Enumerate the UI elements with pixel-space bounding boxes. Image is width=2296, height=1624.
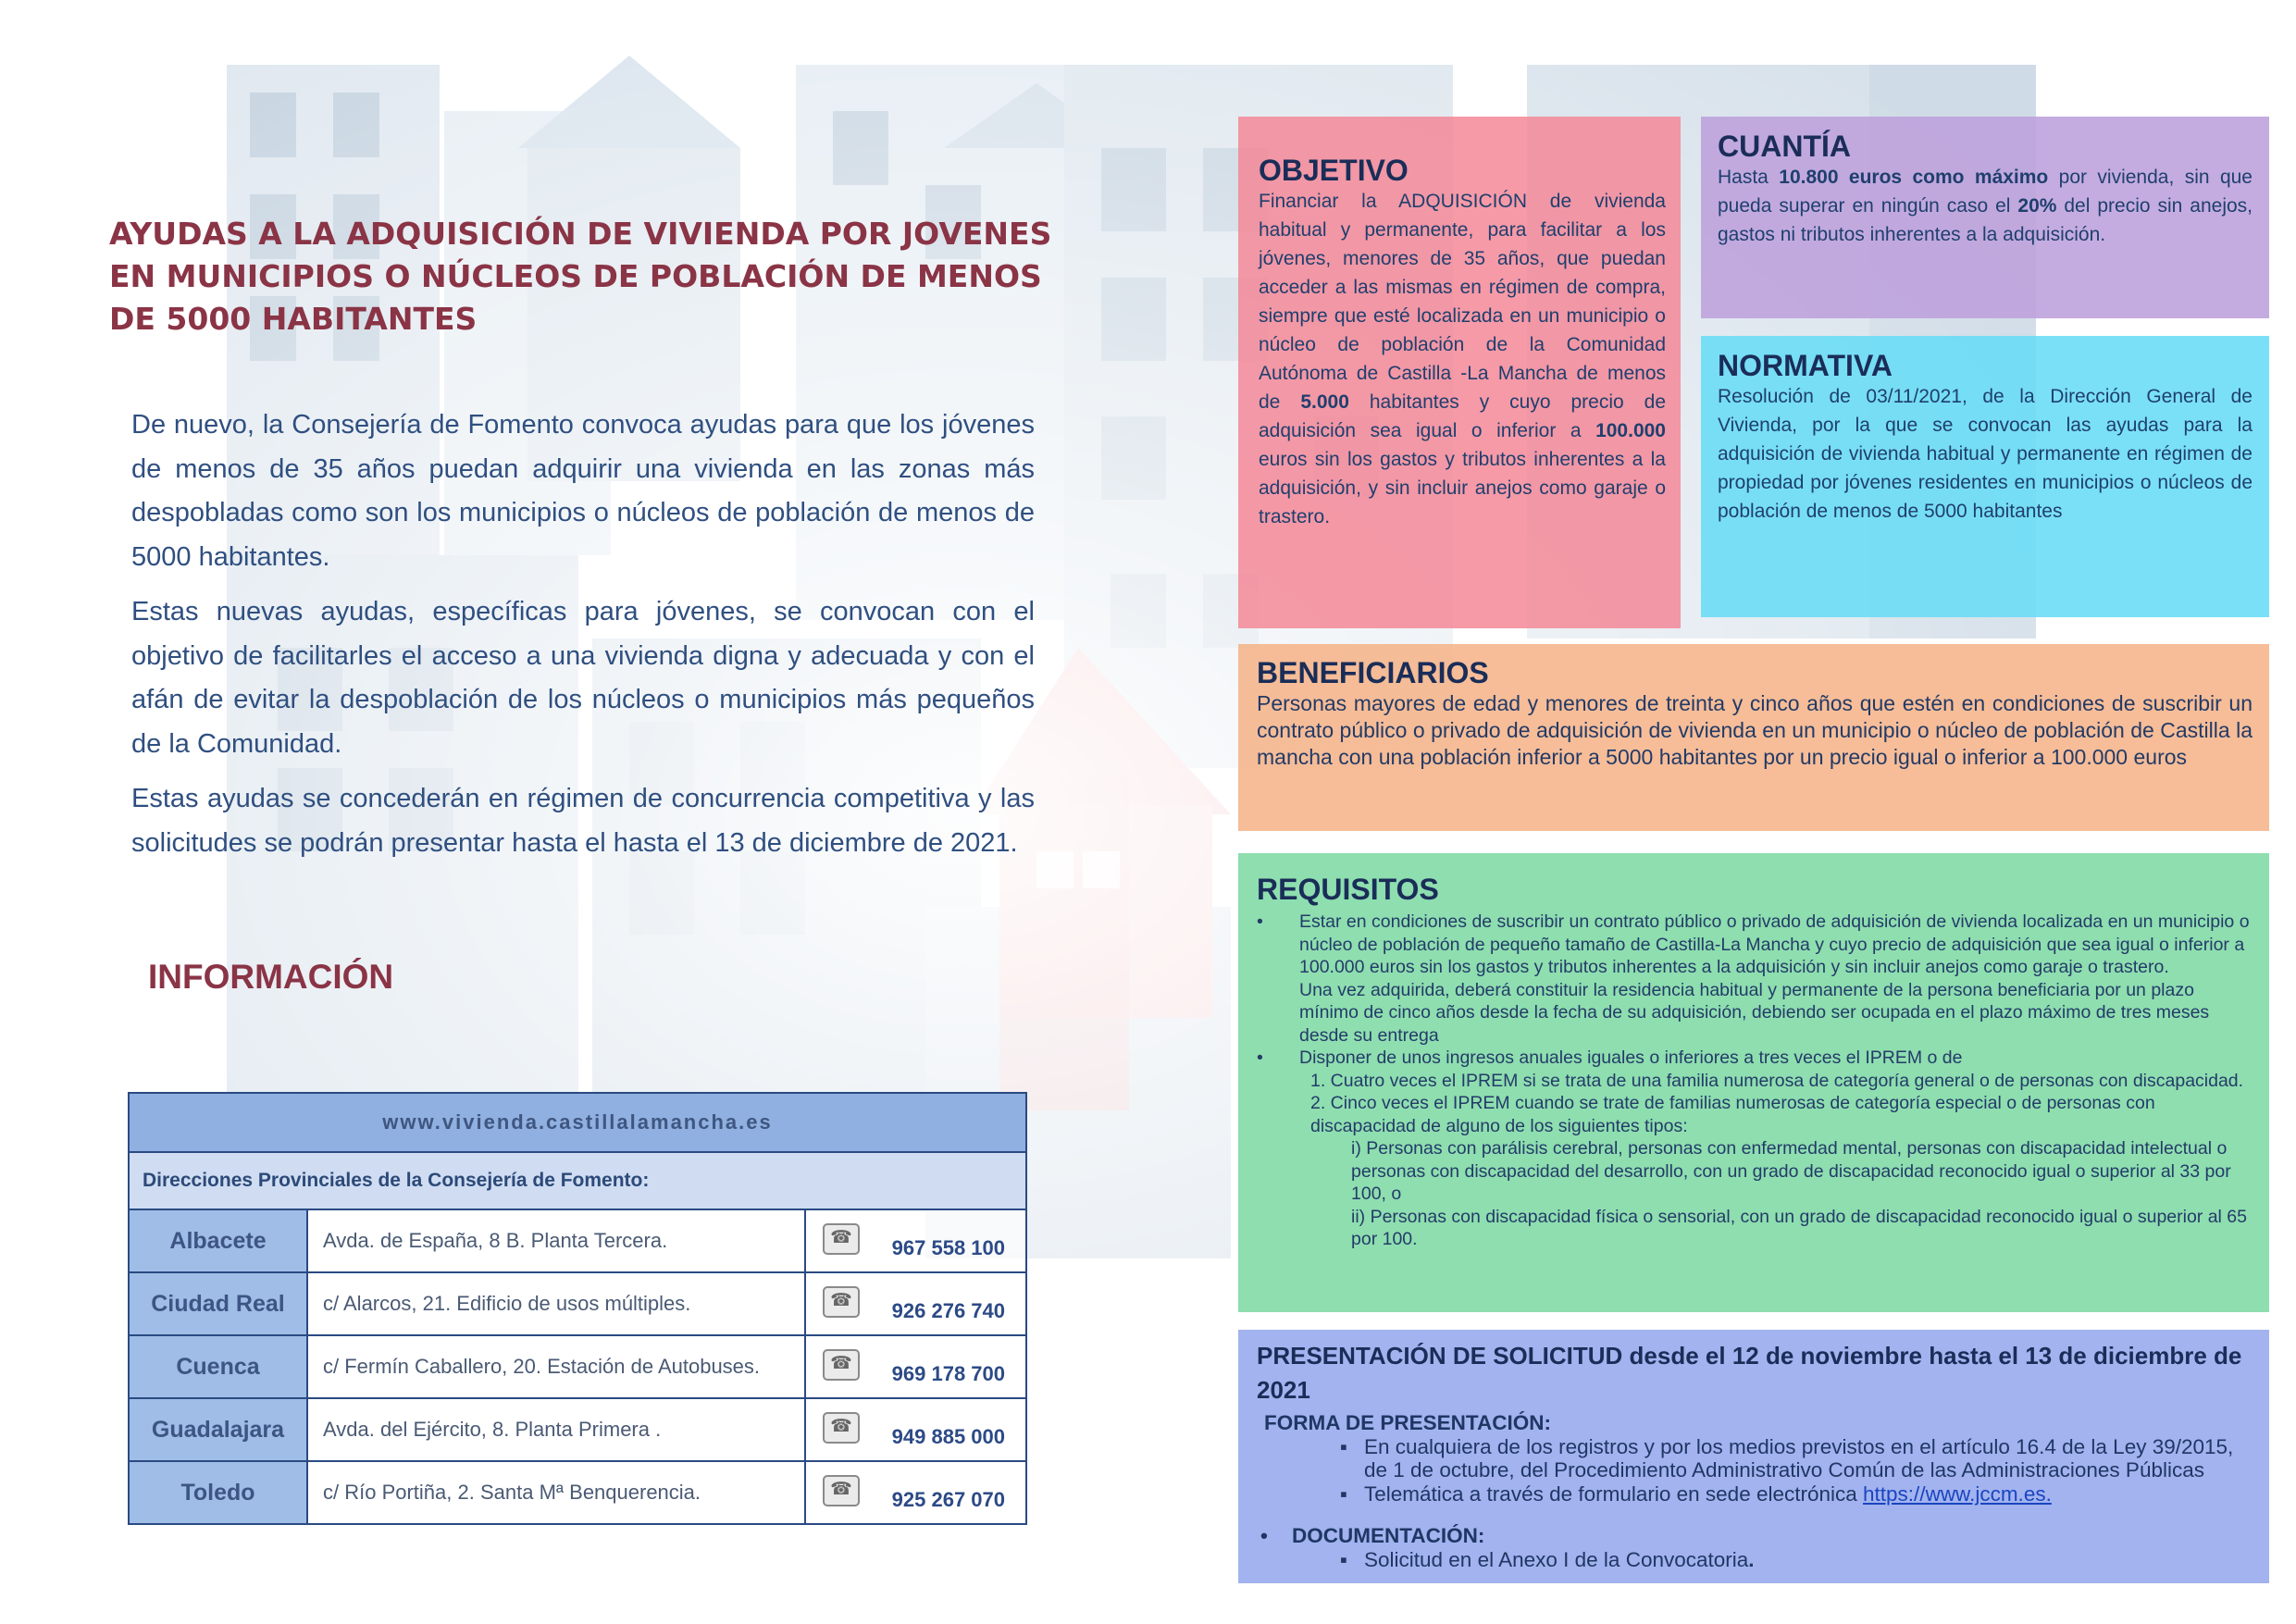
cuantia-text-part: Hasta bbox=[1718, 167, 1780, 188]
requisitos-list bbox=[1257, 911, 2251, 1251]
phone-number: 969 178 700 bbox=[891, 1362, 1005, 1385]
documentacion-text: Solicitud en el Anexo I de la Convocatoria bbox=[1364, 1547, 1749, 1571]
phone-cell bbox=[805, 1272, 1026, 1335]
normativa-panel bbox=[1701, 336, 2269, 617]
list-subitem: ii) Personas con discapacidad física o sensorial, con un grado de discapacidad reconocido igual o superior al 65 por 100. bbox=[1351, 1206, 2248, 1249]
directions-subtitle: Direcciones Provinciales de la Consejería de Fomento: bbox=[129, 1152, 1026, 1209]
province-address: c/ Alarcos, 21. Edificio de usos múltiples. bbox=[307, 1272, 805, 1335]
objetivo-text-part: euros sin los gastos y tributos inherentes a la adquisición, y sin incluir anejos como garaje o trastero. bbox=[1259, 449, 1666, 527]
cuantia-text-bold: 20% bbox=[2017, 195, 2057, 217]
objetivo-heading: OBJETIVO bbox=[1259, 154, 1409, 187]
presentacion-content bbox=[1257, 1411, 2251, 1571]
province-address: Avda. de España, 8 B. Planta Tercera. bbox=[307, 1209, 805, 1272]
website-link[interactable]: www.vivienda.castillalamancha.es bbox=[129, 1093, 1026, 1152]
list-item bbox=[1257, 1482, 2251, 1506]
beneficiarios-text: Personas mayores de edad y menores de treinta y cinco años que estén en condiciones de suscribir un contrato público o privado de adquisición de vivienda en un municipio o núcleo de población de Castilla la mancha con una población inferior a 5000 habitantes por un precio igual o inferior a 100.000 euros bbox=[1257, 691, 2253, 769]
phone-cell bbox=[805, 1398, 1026, 1461]
table-row bbox=[129, 1335, 1026, 1398]
objetivo-text bbox=[1259, 187, 1666, 531]
requisito-text: Una vez adquirida, deberá constituir la residencia habitual y permanente de la persona beneficiaria por un plazo mínimo de cinco años desde la fecha de su adquisición, debiendo ser ocupada en el plazo máximo de tres meses desde su entrega bbox=[1299, 979, 2210, 1046]
requisitos-panel bbox=[1238, 853, 2269, 1312]
intro-paragraph: Estas nuevas ayudas, específicas para jóvenes, se convocan con el objetivo de facilitarles el acceso a una vivienda digna y adecuada y con el afán de evitar la despoblación de los núcleos o municipios más pequeños de la Comunidad. bbox=[131, 597, 1035, 759]
directions-header-row bbox=[129, 1152, 1026, 1209]
telephone-icon: ☎ bbox=[823, 1286, 860, 1318]
phone-number: 925 267 070 bbox=[891, 1488, 1005, 1511]
contact-table bbox=[128, 1092, 1027, 1525]
cuantia-text-part: del precio sin anejos, gastos ni tributos inherentes a la adquisición. bbox=[1718, 195, 2253, 245]
list-subitem: 1. Cuatro veces el IPREM si se trata de una familia numerosa de categoría general o de personas con discapacidad. bbox=[1310, 1070, 2244, 1091]
page-title: AYUDAS A LA ADQUISICIÓN DE VIVIENDA POR JOVENES EN MUNICIPIOS O NÚCLEOS DE POBLACIÓN DE MENOS DE 5000 HABITANTES bbox=[109, 216, 1052, 337]
table-row bbox=[129, 1209, 1026, 1272]
province-name: Guadalajara bbox=[129, 1398, 307, 1461]
telephone-icon: ☎ bbox=[823, 1223, 860, 1255]
phone-number: 967 558 100 bbox=[891, 1236, 1005, 1259]
beneficiarios-panel bbox=[1238, 644, 2269, 831]
province-name: Ciudad Real bbox=[129, 1272, 307, 1335]
list-item: • Disponer de unos ingresos anuales iguales o inferiores a tres veces el IPREM o de bbox=[1257, 1047, 2251, 1070]
province-name: Albacete bbox=[129, 1209, 307, 1272]
province-address: c/ Fermín Caballero, 20. Estación de Autobuses. bbox=[307, 1335, 805, 1398]
information-heading: INFORMACIÓN bbox=[148, 958, 394, 996]
intro-paragraph: De nuevo, la Consejería de Fomento convoca ayudas para que los jóvenes de menos de 35 años puedan adquirir una vivienda en las zonas más despobladas como son los municipios o núcleos de población de menos de 5000 habitantes. bbox=[131, 410, 1035, 572]
objetivo-text-part: habitantes y cuyo precio de adquisición sea igual o inferior a bbox=[1259, 391, 1666, 441]
objetivo-text-bold: 100.000 bbox=[1595, 420, 1666, 441]
list-item bbox=[1257, 1548, 2251, 1572]
presentacion-heading: PRESENTACIÓN DE SOLICITUD desde el 12 de noviembre hasta el 13 de diciembre de 2021 bbox=[1257, 1342, 2242, 1404]
normativa-heading: NORMATIVA bbox=[1718, 349, 1893, 382]
documentacion-label: • DOCUMENTACIÓN: bbox=[1257, 1524, 2251, 1548]
beneficiarios-heading: BENEFICIARIOS bbox=[1257, 656, 1489, 689]
table-row bbox=[129, 1272, 1026, 1335]
cuantia-panel bbox=[1701, 117, 2269, 318]
list-item: ▪ En cualquiera de los registros y por los medios previstos en el artículo 16.4 de la Ley 39/2015, de 1 de octubre, del Procedimiento Administrativo Común de las Administraciones Públicas bbox=[1257, 1435, 2251, 1482]
province-address: Avda. del Ejército, 8. Planta Primera . bbox=[307, 1398, 805, 1461]
normativa-text: Resolución de 03/11/2021, de la Dirección General de Vivienda, por la que se convocan las ayudas para la adquisición de vivienda habitual y permanente en régimen de propiedad por jóvenes residentes en municipios o núcleos de población de menos de 5000 habitantes bbox=[1718, 386, 2253, 522]
phone-cell bbox=[805, 1461, 1026, 1524]
phone-cell bbox=[805, 1335, 1026, 1398]
intro-text bbox=[131, 403, 1035, 876]
documentacion-period: . bbox=[1748, 1547, 1755, 1571]
jccm-link[interactable]: https://www.jccm.es. bbox=[1863, 1481, 2052, 1506]
intro-paragraph: Estas ayudas se concederán en régimen de concurrencia competitiva y las solicitudes se podrán presentar hasta el hasta el 13 de diciembre de 2021. bbox=[131, 784, 1035, 858]
requisitos-heading: REQUISITOS bbox=[1257, 873, 1439, 906]
requisito-text: • Estar en condiciones de suscribir un contrato público o privado de adquisición de vivienda localizada en un municipio o núcleo de población de pequeño tamaño de Castilla-La Mancha y cuyo precio de adquisición que sea igual o inferior a 100.000 euros sin los gastos y tributos inherentes a la adquisición y sin incluir anejos como garaje o trastero. bbox=[1299, 911, 2250, 977]
list-item bbox=[1257, 911, 2251, 1047]
objetivo-text-part: Financiar la ADQUISICIÓN de vivienda habitual y permanente, para facilitar a los jóvenes, menores de 35 años, que puedan acceder a las mismas en régimen de compra, siempre que esté localizada en un municipio o núcleo de población de la Comunidad Autónoma de Castilla -La Mancha de menos de bbox=[1259, 191, 1666, 413]
cuantia-heading: CUANTÍA bbox=[1718, 130, 1851, 163]
telephone-icon: ☎ bbox=[823, 1475, 860, 1506]
forma-text: Telemática a través de formulario en sede electrónica bbox=[1364, 1481, 1864, 1506]
telephone-icon: ☎ bbox=[823, 1349, 860, 1381]
presentacion-panel bbox=[1238, 1330, 2269, 1583]
objetivo-text-bold: 5.000 bbox=[1300, 391, 1349, 413]
province-name: Toledo bbox=[129, 1461, 307, 1524]
list-subitem: 2. Cinco veces el IPREM cuando se trate de familias numerosas de categoría especial o de personas con discapacidad de alguno de los siguientes tipos: bbox=[1310, 1093, 2155, 1136]
objetivo-panel bbox=[1238, 117, 1681, 628]
cuantia-text-part: por vivienda, sin que pueda superar en ningún caso el bbox=[1718, 167, 2253, 217]
phone-cell bbox=[805, 1209, 1026, 1272]
website-row bbox=[129, 1093, 1026, 1152]
telephone-icon: ☎ bbox=[823, 1412, 860, 1444]
province-address: c/ Río Portiña, 2. Santa Mª Benquerencia. bbox=[307, 1461, 805, 1524]
list-subitem: i) Personas con parálisis cerebral, personas con enfermedad mental, personas con discapacidad intelectual o personas con discapacidad del desarrollo, con un grado de discapacidad reconocido igual o superior al 33 por 100, o bbox=[1351, 1138, 2231, 1204]
cuantia-text-bold: 10.800 euros como máximo bbox=[1779, 167, 2049, 188]
forma-label: FORMA DE PRESENTACIÓN: bbox=[1264, 1411, 1552, 1434]
phone-number: 949 885 000 bbox=[891, 1425, 1005, 1448]
table-row bbox=[129, 1461, 1026, 1524]
table-row bbox=[129, 1398, 1026, 1461]
province-name: Cuenca bbox=[129, 1335, 307, 1398]
cuantia-text bbox=[1718, 163, 2253, 249]
phone-number: 926 276 740 bbox=[891, 1299, 1005, 1322]
